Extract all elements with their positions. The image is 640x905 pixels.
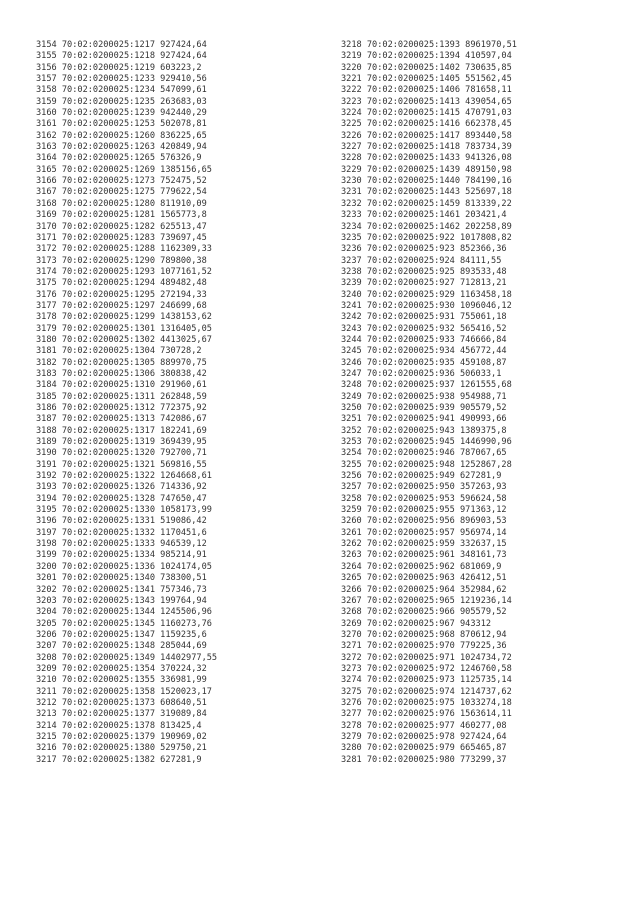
table-row: 3186 70:02:0200025:1312 772375,92 — [36, 403, 207, 413]
table-row: 3250 70:02:0200025:939 905579,52 — [341, 403, 507, 413]
table-row: 3265 70:02:0200025:963 426412,51 — [341, 573, 507, 584]
table-row: 3200 70:02:0200025:1336 1024174,05 — [36, 561, 212, 572]
table-row: 3175 70:02:0200025:1294 489482,48 — [36, 278, 207, 289]
table-row: 3195 70:02:0200025:1330 1058173,99 — [36, 505, 212, 516]
table-row: 3224 70:02:0200025:1415 470791,03 — [341, 108, 512, 119]
table-row: 3246 70:02:0200025:935 459108,87 — [341, 357, 507, 368]
table-row: 3263 70:02:0200025:961 348161,73 — [341, 550, 507, 561]
table-row: 3223 70:02:0200025:1413 439054,65 — [341, 96, 512, 107]
table-row: 3169 70:02:0200025:1281 1565773,8 — [36, 210, 207, 221]
table-row: 3156 70:02:0200025:1219 603223,2 — [36, 62, 202, 73]
table-row: 3171 70:02:0200025:1283 739697,45 — [36, 232, 207, 243]
table-row: 3274 70:02:0200025:973 1125735,14 — [341, 675, 512, 686]
table-row: 3228 70:02:0200025:1433 941326,08 — [341, 153, 512, 164]
table-row: 3154 70:02:0200025:1217 927424,64 — [36, 40, 207, 50]
table-row: 3258 70:02:0200025:953 596624,58 — [341, 493, 507, 504]
table-row: 3191 70:02:0200025:1321 569816,55 — [36, 459, 207, 470]
table-row: 3203 70:02:0200025:1343 199764,94 — [36, 595, 207, 606]
table-row: 3244 70:02:0200025:933 746666,84 — [341, 334, 507, 345]
table-row: 3189 70:02:0200025:1319 369439,95 — [36, 437, 207, 448]
table-row: 3173 70:02:0200025:1290 789800,38 — [36, 255, 207, 266]
table-row: 3255 70:02:0200025:948 1252867,28 — [341, 459, 512, 470]
table-row: 3280 70:02:0200025:979 665465,87 — [341, 743, 507, 754]
table-row: 3199 70:02:0200025:1334 985214,91 — [36, 550, 207, 561]
table-row: 3262 70:02:0200025:959 332637,15 — [341, 539, 507, 550]
table-row: 3266 70:02:0200025:964 352984,62 — [341, 584, 507, 595]
table-row: 3214 70:02:0200025:1378 813425,4 — [36, 720, 202, 731]
table-row: 3161 70:02:0200025:1253 502078,81 — [36, 119, 207, 130]
table-row: 3211 70:02:0200025:1358 1520023,17 — [36, 686, 212, 697]
table-row: 3188 70:02:0200025:1317 182241,69 — [36, 425, 207, 436]
table-row: 3182 70:02:0200025:1305 889970,75 — [36, 357, 207, 368]
table-row: 3205 70:02:0200025:1345 1160273,76 — [36, 618, 212, 629]
table-row: 3264 70:02:0200025:962 681069,9 — [341, 561, 502, 572]
table-row: 3165 70:02:0200025:1269 1385156,65 — [36, 164, 212, 175]
table-row: 3256 70:02:0200025:949 627281,9 — [341, 471, 502, 482]
left-column — [36, 40, 217, 766]
table-row: 3179 70:02:0200025:1301 1316405,05 — [36, 323, 212, 334]
table-row: 3248 70:02:0200025:937 1261555,68 — [341, 380, 512, 391]
table-row: 3238 70:02:0200025:925 893533,48 — [341, 266, 507, 277]
table-row: 3208 70:02:0200025:1349 14402977,55 — [36, 652, 218, 663]
table-row: 3229 70:02:0200025:1439 489150,98 — [341, 164, 512, 175]
table-row: 3247 70:02:0200025:936 506033,1 — [341, 368, 502, 379]
table-row: 3249 70:02:0200025:938 954988,71 — [341, 391, 507, 402]
table-row: 3254 70:02:0200025:946 787067,65 — [341, 448, 507, 459]
table-row: 3198 70:02:0200025:1333 946539,12 — [36, 539, 207, 550]
right-column — [341, 40, 517, 766]
table-row: 3160 70:02:0200025:1239 942440,29 — [36, 108, 207, 119]
table-row: 3235 70:02:0200025:922 1017808,82 — [341, 232, 512, 243]
table-row: 3225 70:02:0200025:1416 662378,45 — [341, 119, 512, 130]
table-row: 3222 70:02:0200025:1406 781658,11 — [341, 85, 512, 96]
table-row: 3232 70:02:0200025:1459 813339,22 — [341, 198, 512, 209]
table-row: 3271 70:02:0200025:970 779225,36 — [341, 641, 507, 652]
table-row: 3177 70:02:0200025:1297 246699,68 — [36, 300, 207, 311]
table-row: 3242 70:02:0200025:931 755061,18 — [341, 312, 507, 323]
table-row: 3234 70:02:0200025:1462 202258,89 — [341, 221, 512, 232]
table-row: 3157 70:02:0200025:1233 929410,56 — [36, 74, 207, 85]
table-row: 3215 70:02:0200025:1379 190969,02 — [36, 731, 207, 742]
table-row: 3231 70:02:0200025:1443 525697,18 — [341, 187, 512, 198]
table-row: 3170 70:02:0200025:1282 625513,47 — [36, 221, 207, 232]
table-row: 3204 70:02:0200025:1344 1245506,96 — [36, 607, 212, 618]
table-row: 3187 70:02:0200025:1313 742086,67 — [36, 414, 207, 425]
table-row: 3275 70:02:0200025:974 1214737,62 — [341, 686, 512, 697]
table-row: 3230 70:02:0200025:1440 784190,16 — [341, 176, 512, 187]
table-row: 3252 70:02:0200025:943 1389375,8 — [341, 425, 507, 436]
table-row: 3181 70:02:0200025:1304 730728,2 — [36, 346, 202, 357]
table-row: 3185 70:02:0200025:1311 262848,59 — [36, 391, 207, 402]
table-row: 3253 70:02:0200025:945 1446990,96 — [341, 437, 512, 448]
table-row: 3162 70:02:0200025:1260 836225,65 — [36, 130, 207, 141]
table-row: 3193 70:02:0200025:1326 714336,92 — [36, 482, 207, 493]
table-row: 3159 70:02:0200025:1235 263683,03 — [36, 96, 207, 107]
table-row: 3281 70:02:0200025:980 773299,37 — [341, 754, 507, 765]
table-row: 3233 70:02:0200025:1461 203421,4 — [341, 210, 507, 221]
table-row: 3184 70:02:0200025:1310 291960,61 — [36, 380, 207, 391]
table-row: 3202 70:02:0200025:1341 757346,73 — [36, 584, 207, 595]
table-row: 3196 70:02:0200025:1331 519086,42 — [36, 516, 207, 527]
table-row: 3227 70:02:0200025:1418 783734,39 — [341, 142, 512, 153]
table-row: 3259 70:02:0200025:955 971363,12 — [341, 505, 507, 516]
table-row: 3241 70:02:0200025:930 1096046,12 — [341, 300, 512, 311]
table-row: 3217 70:02:0200025:1382 627281,9 — [36, 754, 202, 765]
table-row: 3279 70:02:0200025:978 927424,64 — [341, 731, 507, 742]
table-row: 3174 70:02:0200025:1293 1077161,52 — [36, 266, 212, 277]
table-row: 3276 70:02:0200025:975 1033274,18 — [341, 697, 512, 708]
table-row: 3261 70:02:0200025:957 956974,14 — [341, 527, 507, 538]
table-row: 3278 70:02:0200025:977 460277,08 — [341, 720, 507, 731]
table-row: 3167 70:02:0200025:1275 779622,54 — [36, 187, 207, 198]
table-row: 3158 70:02:0200025:1234 547099,61 — [36, 85, 207, 96]
table-row: 3213 70:02:0200025:1377 319089,84 — [36, 709, 207, 720]
table-row: 3243 70:02:0200025:932 565416,52 — [341, 323, 507, 334]
table-row: 3260 70:02:0200025:956 896903,53 — [341, 516, 507, 527]
table-row: 3251 70:02:0200025:941 490993,66 — [341, 414, 507, 425]
table-row: 3180 70:02:0200025:1302 4413025,67 — [36, 334, 212, 345]
table-row: 3236 70:02:0200025:923 852366,36 — [341, 244, 507, 255]
table-row: 3212 70:02:0200025:1373 608640,51 — [36, 697, 207, 708]
table-row: 3183 70:02:0200025:1306 380838,42 — [36, 368, 207, 379]
table-row: 3268 70:02:0200025:966 905579,52 — [341, 607, 507, 618]
table-row: 3245 70:02:0200025:934 456772,44 — [341, 346, 507, 357]
table-row: 3209 70:02:0200025:1354 370224,32 — [36, 663, 207, 674]
table-row: 3176 70:02:0200025:1295 272194,33 — [36, 289, 207, 300]
table-row: 3197 70:02:0200025:1332 1170451,6 — [36, 527, 207, 538]
table-row: 3206 70:02:0200025:1347 1159235,6 — [36, 629, 207, 640]
table-row: 3257 70:02:0200025:950 357263,93 — [341, 482, 507, 493]
table-row: 3166 70:02:0200025:1273 752475,52 — [36, 176, 207, 187]
table-row: 3273 70:02:0200025:972 1246760,58 — [341, 663, 512, 674]
table-row: 3267 70:02:0200025:965 1219236,14 — [341, 595, 512, 606]
table-row: 3218 70:02:0200025:1393 8961970,51 — [341, 40, 517, 50]
table-row: 3194 70:02:0200025:1328 747650,47 — [36, 493, 207, 504]
table-row: 3178 70:02:0200025:1299 1438153,62 — [36, 312, 212, 323]
table-row: 3163 70:02:0200025:1263 420849,94 — [36, 142, 207, 153]
table-row: 3216 70:02:0200025:1380 529750,21 — [36, 743, 207, 754]
table-row: 3221 70:02:0200025:1405 551562,45 — [341, 74, 512, 85]
table-row: 3168 70:02:0200025:1280 811910,09 — [36, 198, 207, 209]
table-row: 3155 70:02:0200025:1218 927424,64 — [36, 51, 207, 62]
table-row: 3237 70:02:0200025:924 84111,55 — [341, 255, 502, 266]
table-row: 3277 70:02:0200025:976 1563614,11 — [341, 709, 512, 720]
table-row: 3272 70:02:0200025:971 1024734,72 — [341, 652, 512, 663]
table-row: 3172 70:02:0200025:1288 1162309,33 — [36, 244, 212, 255]
table-row: 3164 70:02:0200025:1265 576326,9 — [36, 153, 202, 164]
table-row: 3226 70:02:0200025:1417 893440,58 — [341, 130, 512, 141]
table-row: 3192 70:02:0200025:1322 1264668,61 — [36, 471, 212, 482]
table-row: 3219 70:02:0200025:1394 410597,04 — [341, 51, 512, 62]
table-row: 3240 70:02:0200025:929 1163458,18 — [341, 289, 512, 300]
table-row: 3220 70:02:0200025:1402 730635,85 — [341, 62, 512, 73]
table-row: 3201 70:02:0200025:1340 738300,51 — [36, 573, 207, 584]
table-row: 3269 70:02:0200025:967 943312 — [341, 618, 492, 629]
table-row: 3190 70:02:0200025:1320 792700,71 — [36, 448, 207, 459]
table-row: 3210 70:02:0200025:1355 336981,99 — [36, 675, 207, 686]
table-row: 3239 70:02:0200025:927 712813,21 — [341, 278, 507, 289]
table-row: 3207 70:02:0200025:1348 285044,69 — [36, 641, 207, 652]
table-row: 3270 70:02:0200025:968 870612,94 — [341, 629, 507, 640]
